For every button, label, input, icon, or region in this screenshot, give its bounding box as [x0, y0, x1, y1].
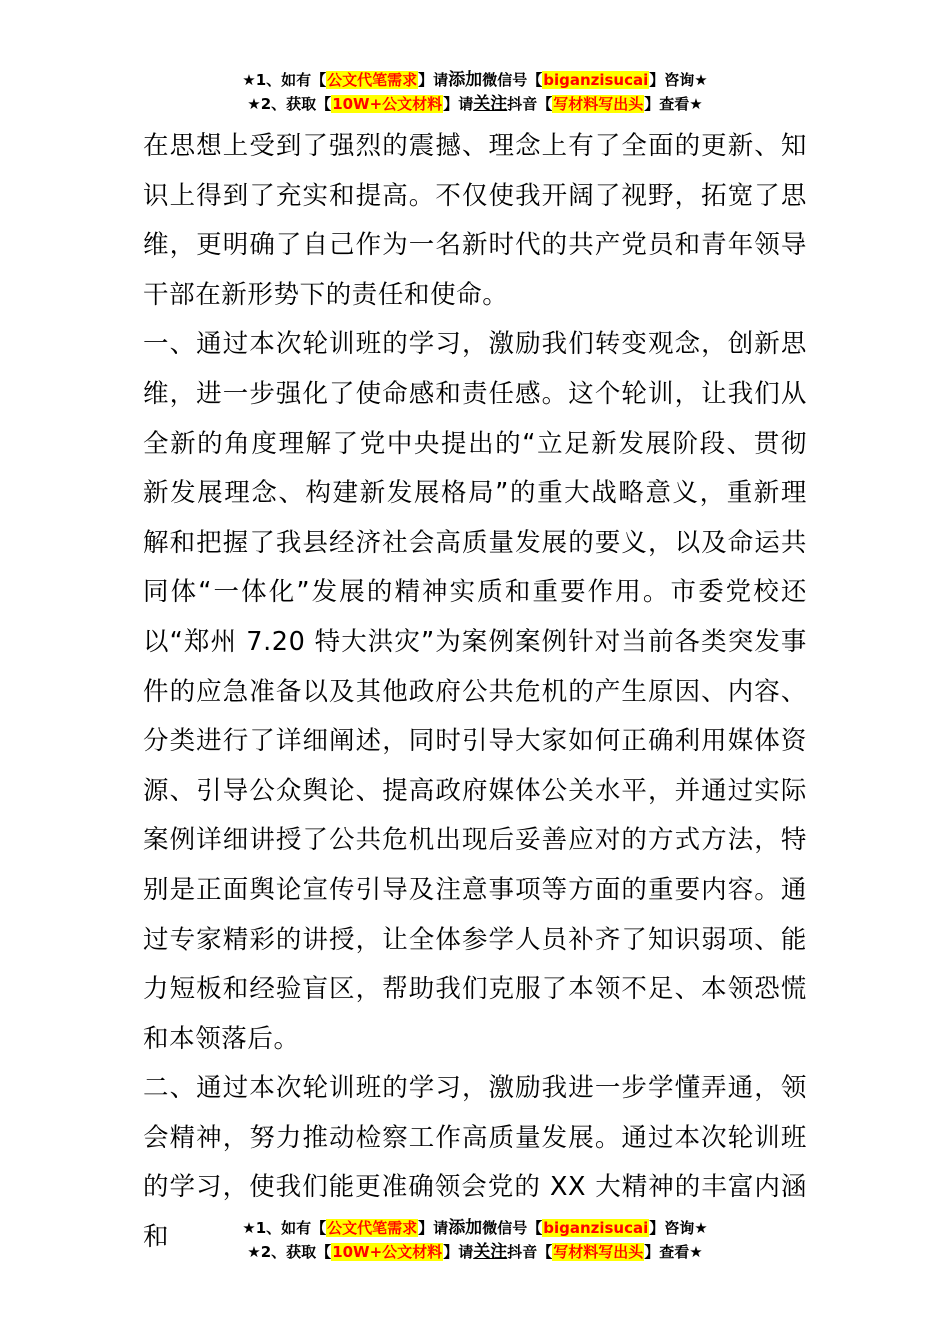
paragraph-section-two: 二、通过本次轮训班的学习，激励我进一步学懂弄通，领会精神，努力推动检察工作高质量发展。通过本次轮训班的学习，使我们能更准确领会党的 XX 大精神的丰富内涵和 [143, 1073, 807, 1253]
banner-line-2 [0, 92, 950, 116]
banner-highlight-wechat-id: biganzisucai [543, 1219, 649, 1237]
banner-text: ★2、获取【 [247, 1243, 332, 1261]
banner-text: 】请 [443, 1243, 474, 1261]
footer-banner [0, 1216, 950, 1264]
banner-text: ★2、获取【 [247, 95, 332, 113]
paragraph-section-one: 一、通过本次轮训班的学习，激励我们转变观念，创新思维，进一步强化了使命感和责任感。这个轮训，让我们从全新的角度理解了党中央提出的“立足新发展阶段、贯彻新发展理念、构建新发展格局”的重大战略意义，重新理解和把握了我县经济社会高质量发展的要义，以及命运共同体“一体化”发展的精神实质和重要作用。市委党校还以“郑州 7.20 特大洪灾”为案例案例针对当前各类突发事件的应急准备以及其他政府公共危机的产生原因、内容、分类进行了详细阐述，同时引导大家如何正确利用媒体资源、引导公众舆论、提高政府媒体公关水平，并通过实际案例详细讲授了公共危机出现后妥善应对的方式方法，特别是正面舆论宣传引导及注意事项等方面的重要内容。通过专家精彩的讲授，让全体参学人员补齐了知识弱项、能力短板和经验盲区，帮助我们克服了本领不足、本领恐慌和本领落后。 [143, 329, 807, 1054]
banner-text: 微信号【 [482, 71, 543, 89]
banner-text: 】请 [418, 71, 449, 89]
banner-line-1 [0, 68, 950, 92]
banner-bold-word: 添加 [448, 70, 483, 90]
banner-text: 】咨询★ [649, 1219, 708, 1237]
banner-highlight-wechat-id: biganzisucai [543, 71, 649, 89]
banner-highlight-douyin: 写材料写出头 [553, 95, 644, 113]
banner-text: 】请 [443, 95, 474, 113]
banner-line-2 [0, 1240, 950, 1264]
banner-text: ★1、如有【 [242, 71, 327, 89]
banner-text: 】请 [418, 1219, 449, 1237]
banner-text: 抖音【 [507, 1243, 553, 1261]
banner-highlight: 10W+公文材料 [332, 95, 443, 113]
paragraph-intro: 在思想上受到了强烈的震撼、理念上有了全面的更新、知识上得到了充实和提高。不仅使我开阔了视野，拓宽了思维，更明确了自己作为一名新时代的共产党员和青年领导干部在新形势下的责任和使命。 [143, 131, 807, 310]
banner-text: 抖音【 [507, 95, 553, 113]
banner-text: 】查看★ [644, 95, 703, 113]
banner-text: 】查看★ [644, 1243, 703, 1261]
banner-highlight: 公文代笔需求 [327, 71, 418, 89]
banner-text: 微信号【 [482, 1219, 543, 1237]
banner-bold-word: 添加 [448, 1218, 483, 1238]
banner-bold-word: 关注 [473, 94, 508, 114]
banner-text: ★1、如有【 [242, 1219, 327, 1237]
banner-bold-word: 关注 [473, 1242, 508, 1262]
header-banner [0, 68, 950, 116]
banner-text: 】咨询★ [649, 71, 708, 89]
banner-highlight: 10W+公文材料 [332, 1243, 443, 1261]
banner-line-1 [0, 1216, 950, 1240]
banner-highlight-douyin: 写材料写出头 [553, 1243, 644, 1261]
document-body [143, 122, 807, 1263]
banner-highlight: 公文代笔需求 [327, 1219, 418, 1237]
